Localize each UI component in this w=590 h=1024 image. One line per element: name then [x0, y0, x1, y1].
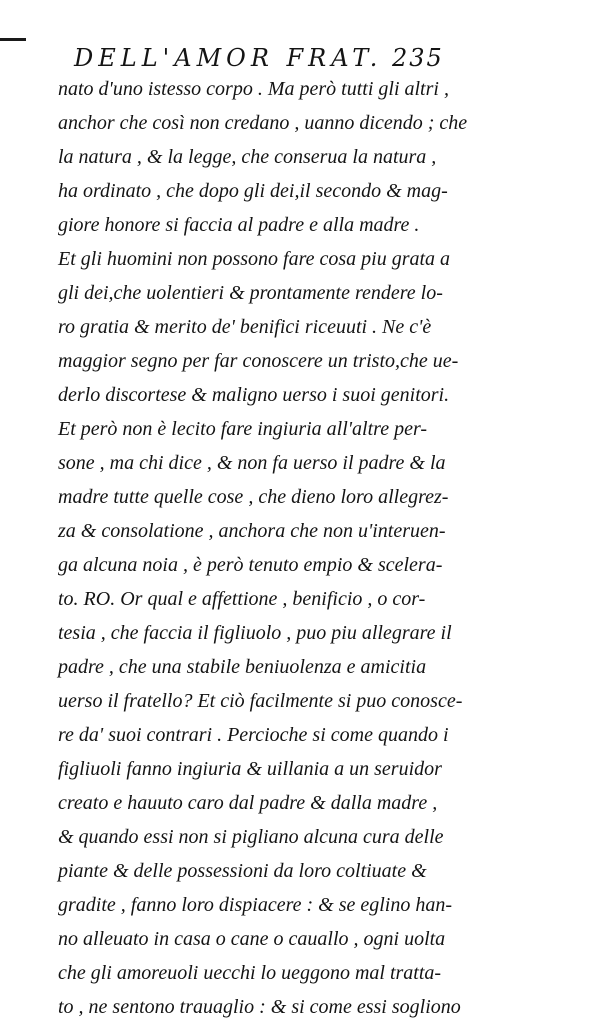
text-line: za & consolatione , anchora che non u'interuen- [58, 520, 446, 542]
text-line: sone , ma chi dice , & non fa uerso il padre & la [58, 452, 446, 474]
text-line: figliuoli fanno ingiuria & uillania a un seruidor [58, 758, 442, 780]
text-line: padre , che una stabile beniuolenza e amicitia [58, 656, 427, 678]
text-line: Et però non è lecito fare ingiuria all'altre per- [58, 418, 428, 440]
text-line: giore honore si faccia al padre e alla madre . [58, 214, 420, 236]
page-number: 235 [392, 44, 444, 72]
text-line: re da' suoi contrari . Percioche si come quando i [58, 724, 449, 746]
text-line: tesia , che faccia il figliuolo , puo piu allegrare il [58, 622, 452, 644]
text-line: maggior segno per far conoscere un tristo,che ue- [58, 350, 459, 372]
text-line: Et gli huomini non possono fare cosa piu grata a [58, 248, 451, 270]
text-line: & quando essi non si pigliano alcuna cura delle [58, 826, 444, 848]
text-line: to. RO. Or qual e affettione , benificio , o cor- [58, 588, 426, 610]
text-line: ga alcuna noia , è però tenuto empio & scelera- [58, 554, 443, 576]
text-line: la natura , & la legge, che conserua la natura , [58, 146, 437, 168]
text-line: gli dei,che uolentieri & prontamente rendere lo- [58, 282, 443, 304]
text-line: nato d'uno istesso corpo . Ma però tutti gli altri , [58, 78, 449, 100]
text-line: gradite , fanno loro dispiacere : & se eglino han- [58, 894, 453, 916]
text-line: derlo discortese & maligno uerso i suoi genitori. [58, 384, 450, 406]
text-line: madre tutte quelle cose , che dieno loro allegrez- [58, 486, 449, 508]
text-line: no alleuato in casa o cane o cauallo , ogni uolta [58, 928, 446, 950]
text-line: creato e hauuto caro dal padre & dalla madre , [58, 792, 438, 814]
margin-rule [0, 38, 26, 41]
text-line: anchor che così non credano , uanno dicendo ; che [58, 112, 468, 134]
text-line: piante & delle possessioni da loro coltiuate & [58, 860, 427, 882]
text-line: to , ne sentono trauaglio : & si come essi sogliono [58, 996, 461, 1018]
running-head: DELL'AMOR FRAT. [74, 44, 383, 72]
text-line: ha ordinato , che dopo gli dei,il secondo & mag- [58, 180, 448, 202]
body-text [58, 72, 488, 1024]
text-line: che gli amoreuoli uecchi lo ueggono mal tratta- [58, 962, 442, 984]
text-line: uerso il fratello? Et ciò facilmente si puo conosce- [58, 690, 463, 712]
text-line: ro gratia & merito de' benifici riceuuti . Ne c'è [58, 316, 432, 338]
